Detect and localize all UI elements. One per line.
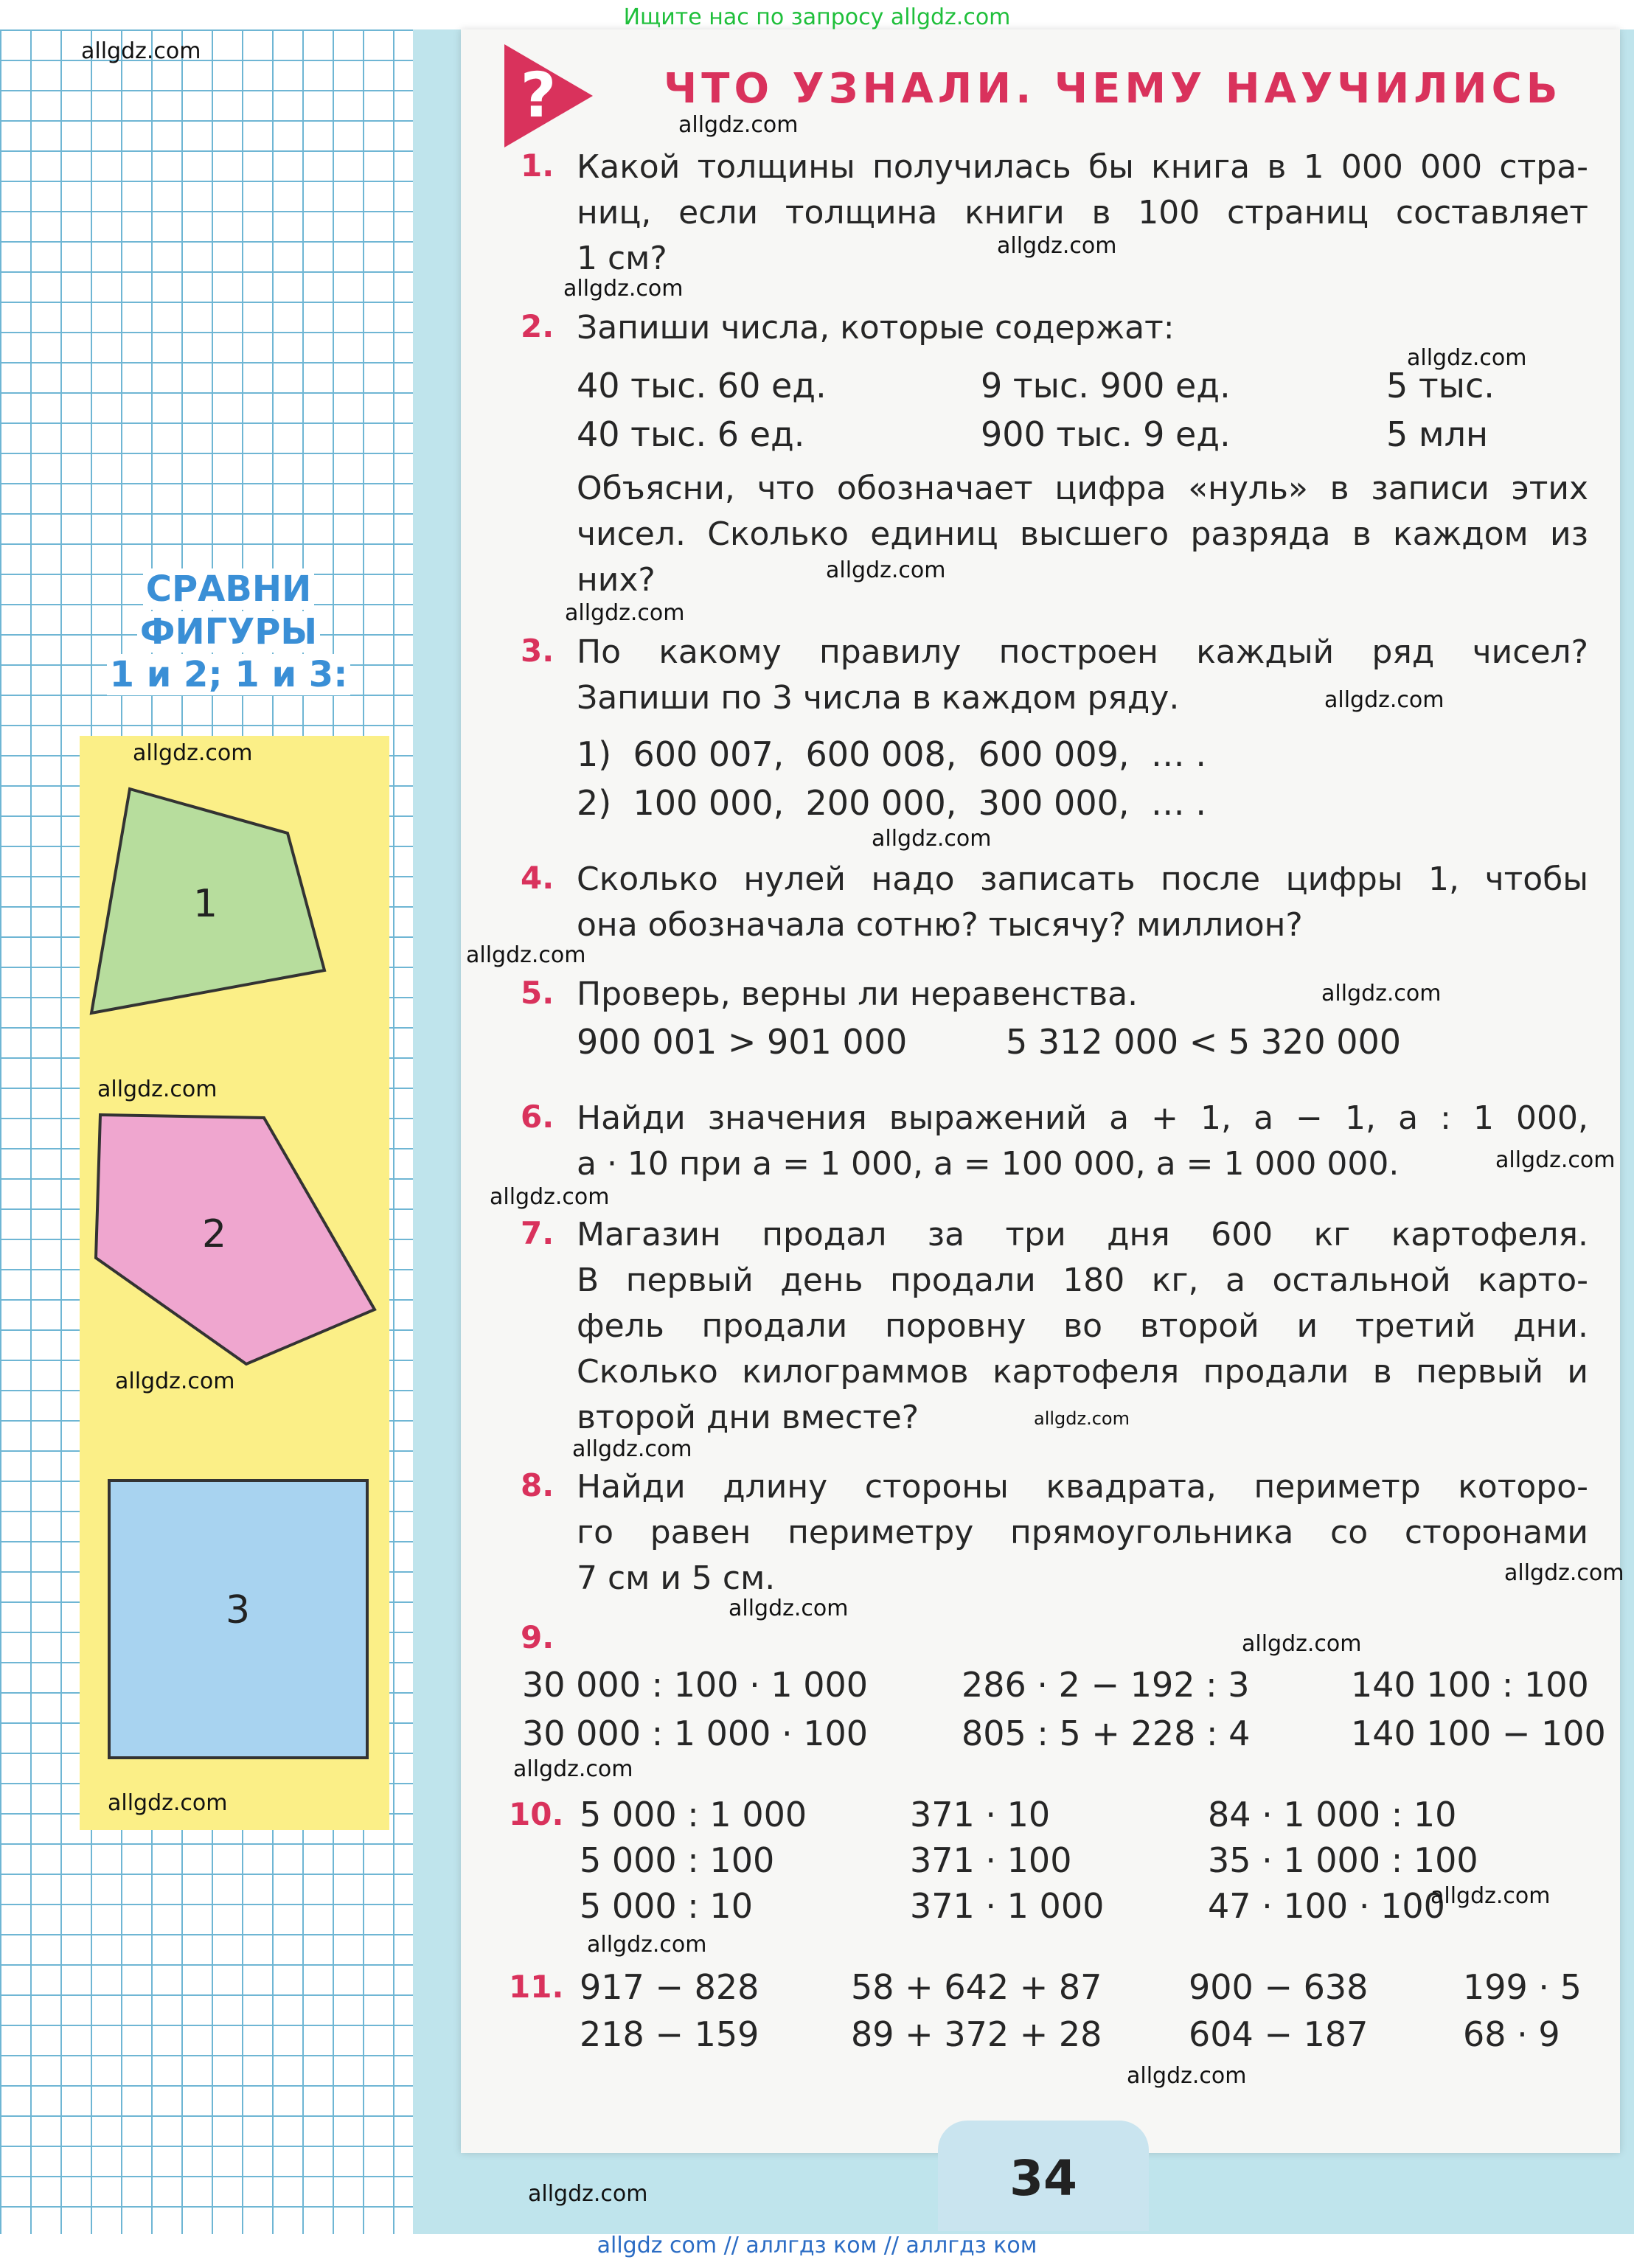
task-11-expr: 218 − 159 (580, 2014, 759, 2054)
task-10-expr: 371 · 10 (910, 1795, 1051, 1834)
task-1-text (577, 145, 1588, 282)
task-line: Сколько нулей надо записать после цифры 1, чтобы (577, 860, 1588, 898)
task-11-expr: 917 − 828 (580, 1967, 759, 2007)
task-3-row-1: 1) 600 007, 600 008, 600 009, … . (577, 734, 1206, 774)
task-9-expr: 30 000 : 1 000 · 100 (522, 1714, 869, 1753)
watermark[interactable]: allgdz.com (572, 1436, 692, 1462)
task-10-expr: 371 · 1 000 (910, 1886, 1105, 1926)
task-2-cell: 9 тыс. 900 ед. (981, 366, 1231, 406)
task-11-expr: 900 − 638 (1189, 1967, 1369, 2007)
watermark[interactable]: allgdz.com (1495, 1147, 1616, 1173)
bottom-site-note[interactable]: allgdz com // аллгдз ком // аллгдз ком (597, 2233, 1037, 2258)
task-2-cell: 40 тыс. 6 ед. (577, 414, 805, 454)
task-9-number: 9. (521, 1619, 554, 1655)
watermark[interactable]: allgdz.com (490, 1184, 610, 1210)
task-11-number: 11. (509, 1969, 564, 2005)
task-8-text (577, 1464, 1588, 1601)
watermark[interactable]: allgdz.com (513, 1756, 633, 1782)
task-2-intro: Запиши числа, которые содержат: (577, 309, 1175, 347)
task-4-number: 4. (521, 860, 554, 896)
task-5-inequality-2: 5 312 000 < 5 320 000 (1006, 1022, 1402, 1062)
task-3-number: 3. (521, 633, 554, 669)
top-search-note[interactable]: Ищите нас по запросу allgdz.com (623, 4, 1011, 30)
watermark[interactable]: allgdz.com (563, 276, 684, 302)
task-2-text (577, 466, 1588, 603)
watermark[interactable]: allgdz.com (1127, 2063, 1247, 2089)
task-6-text (577, 1096, 1588, 1187)
task-line: 7 см и 5 см. (577, 1559, 776, 1597)
figures-svg (80, 736, 389, 1830)
task-5-inequality-1: 900 001 > 901 000 (577, 1022, 908, 1062)
task-line: По какому правилу построен каждый ряд чисел? (577, 633, 1588, 671)
svg-text:?: ? (520, 59, 557, 131)
task-6-number: 6. (521, 1099, 554, 1135)
page-title: ЧТО УЗНАЛИ. ЧЕМУ НАУЧИЛИСЬ (664, 65, 1562, 113)
task-line: Сколько килограммов картофеля продали в первый и (577, 1353, 1588, 1391)
task-line: ниц, если толщина книги в 100 страниц составляет (577, 194, 1588, 232)
task-line: фель продали поровну во второй и третий дни. (577, 1307, 1588, 1345)
compare-line-2: ФИГУРЫ (137, 611, 320, 653)
task-line: Найди значения выражений a + 1, a − 1, a : 1 000, (577, 1099, 1588, 1137)
task-5-intro: Проверь, верны ли неравенства. (577, 975, 1138, 1013)
watermark[interactable]: allgdz.com (115, 1368, 235, 1394)
watermark[interactable]: allgdz.com (528, 2181, 648, 2207)
task-8-number: 8. (521, 1467, 554, 1503)
task-2-cell: 5 тыс. (1386, 366, 1495, 406)
task-9-expr: 140 100 : 100 (1351, 1665, 1589, 1705)
compare-line-3: 1 и 2; 1 и 3: (107, 654, 351, 695)
task-9-expr: 805 : 5 + 228 : 4 (962, 1714, 1251, 1753)
task-line: чисел. Сколько единиц высшего разряда в каждом из (577, 515, 1588, 553)
task-11-expr: 89 + 372 + 28 (851, 2014, 1102, 2054)
task-4-text (577, 857, 1588, 948)
task-line: Запиши по 3 числа в каждом ряду. (577, 679, 1180, 717)
task-line: 1 см? (577, 240, 667, 277)
task-10-expr: 5 000 : 10 (580, 1886, 753, 1926)
watermark[interactable]: allgdz.com (1430, 1883, 1551, 1909)
figure-3-label: 3 (226, 1588, 251, 1632)
task-2-cell: 40 тыс. 60 ед. (577, 366, 827, 406)
task-line: Объясни, что обозначает цифра «нуль» в записи этих (577, 470, 1588, 507)
task-10-expr: 5 000 : 100 (580, 1840, 775, 1880)
task-1-number: 1. (521, 147, 554, 184)
watermark[interactable]: allgdz.com (997, 233, 1117, 259)
watermark[interactable]: allgdz.com (1242, 1631, 1362, 1657)
task-11-expr: 604 − 187 (1189, 2014, 1369, 2054)
task-line: Какой толщины получилась бы книга в 1 000 000 стра- (577, 148, 1588, 186)
task-7-text (577, 1212, 1588, 1441)
task-line: Магазин продал за три дня 600 кг картофеля. (577, 1216, 1588, 1253)
watermark[interactable]: allgdz.com (97, 1076, 218, 1102)
task-11-expr: 58 + 642 + 87 (851, 1967, 1102, 2007)
task-line: второй дни вместе? (577, 1399, 919, 1436)
task-2-cell: 5 млн (1386, 414, 1489, 454)
task-line: го равен периметру прямоугольника со сторонами (577, 1514, 1588, 1551)
watermark[interactable]: allgdz.com (587, 1932, 707, 1958)
watermark[interactable]: allgdz.com (565, 600, 685, 626)
watermark[interactable]: allgdz.com (826, 557, 946, 583)
task-2-cell: 900 тыс. 9 ед. (981, 414, 1231, 454)
task-line: них? (577, 561, 656, 599)
task-9-expr: 140 100 − 100 (1351, 1714, 1606, 1753)
watermark[interactable]: allgdz.com (466, 942, 586, 968)
watermark[interactable]: allgdz.com (1034, 1408, 1130, 1429)
watermark[interactable]: allgdz.com (678, 112, 799, 138)
task-line: В первый день продали 180 кг, а остальной карто- (577, 1262, 1588, 1299)
task-line: Найди длину стороны квадрата, периметр которо- (577, 1468, 1588, 1506)
page-number: 34 (1009, 2150, 1077, 2207)
task-7-number: 7. (521, 1215, 554, 1251)
task-10-expr: 35 · 1 000 : 100 (1208, 1840, 1478, 1880)
figure-1-label: 1 (193, 882, 218, 926)
task-3-row-2: 2) 100 000, 200 000, 300 000, … . (577, 783, 1206, 823)
watermark[interactable]: allgdz.com (1324, 687, 1444, 713)
task-10-number: 10. (509, 1796, 564, 1832)
task-10-expr: 84 · 1 000 : 10 (1208, 1795, 1457, 1834)
watermark[interactable]: allgdz.com (108, 1790, 228, 1816)
watermark[interactable]: allgdz.com (133, 740, 253, 766)
task-10-expr: 47 · 100 · 100 (1208, 1886, 1445, 1926)
figure-2-pentagon (96, 1115, 375, 1364)
task-5-number: 5. (521, 975, 554, 1011)
compare-figures-heading (81, 568, 376, 696)
compare-line-1: СРАВНИ (143, 568, 314, 610)
task-2-number: 2. (521, 308, 554, 344)
watermark[interactable]: allgdz.com (1407, 345, 1527, 371)
task-10-expr: 5 000 : 1 000 (580, 1795, 807, 1834)
task-line: она обозначала сотню? тысячу? миллион? (577, 906, 1303, 944)
task-9-expr: 30 000 : 100 · 1 000 (522, 1665, 869, 1705)
task-11-expr: 68 · 9 (1463, 2014, 1560, 2054)
watermark[interactable]: allgdz.com (1321, 981, 1442, 1006)
task-line: a · 10 при a = 1 000, a = 100 000, a = 1 000 000. (577, 1145, 1400, 1183)
watermark[interactable]: allgdz.com (1504, 1560, 1624, 1586)
task-11-expr: 199 · 5 (1463, 1967, 1582, 2007)
watermark[interactable]: allgdz.com (729, 1596, 849, 1621)
watermark[interactable]: allgdz.com (81, 38, 201, 64)
task-9-expr: 286 · 2 − 192 : 3 (962, 1665, 1250, 1705)
task-10-expr: 371 · 100 (910, 1840, 1072, 1880)
question-mark-icon (501, 44, 593, 147)
watermark[interactable]: allgdz.com (872, 826, 992, 852)
figure-2-label: 2 (202, 1212, 227, 1256)
